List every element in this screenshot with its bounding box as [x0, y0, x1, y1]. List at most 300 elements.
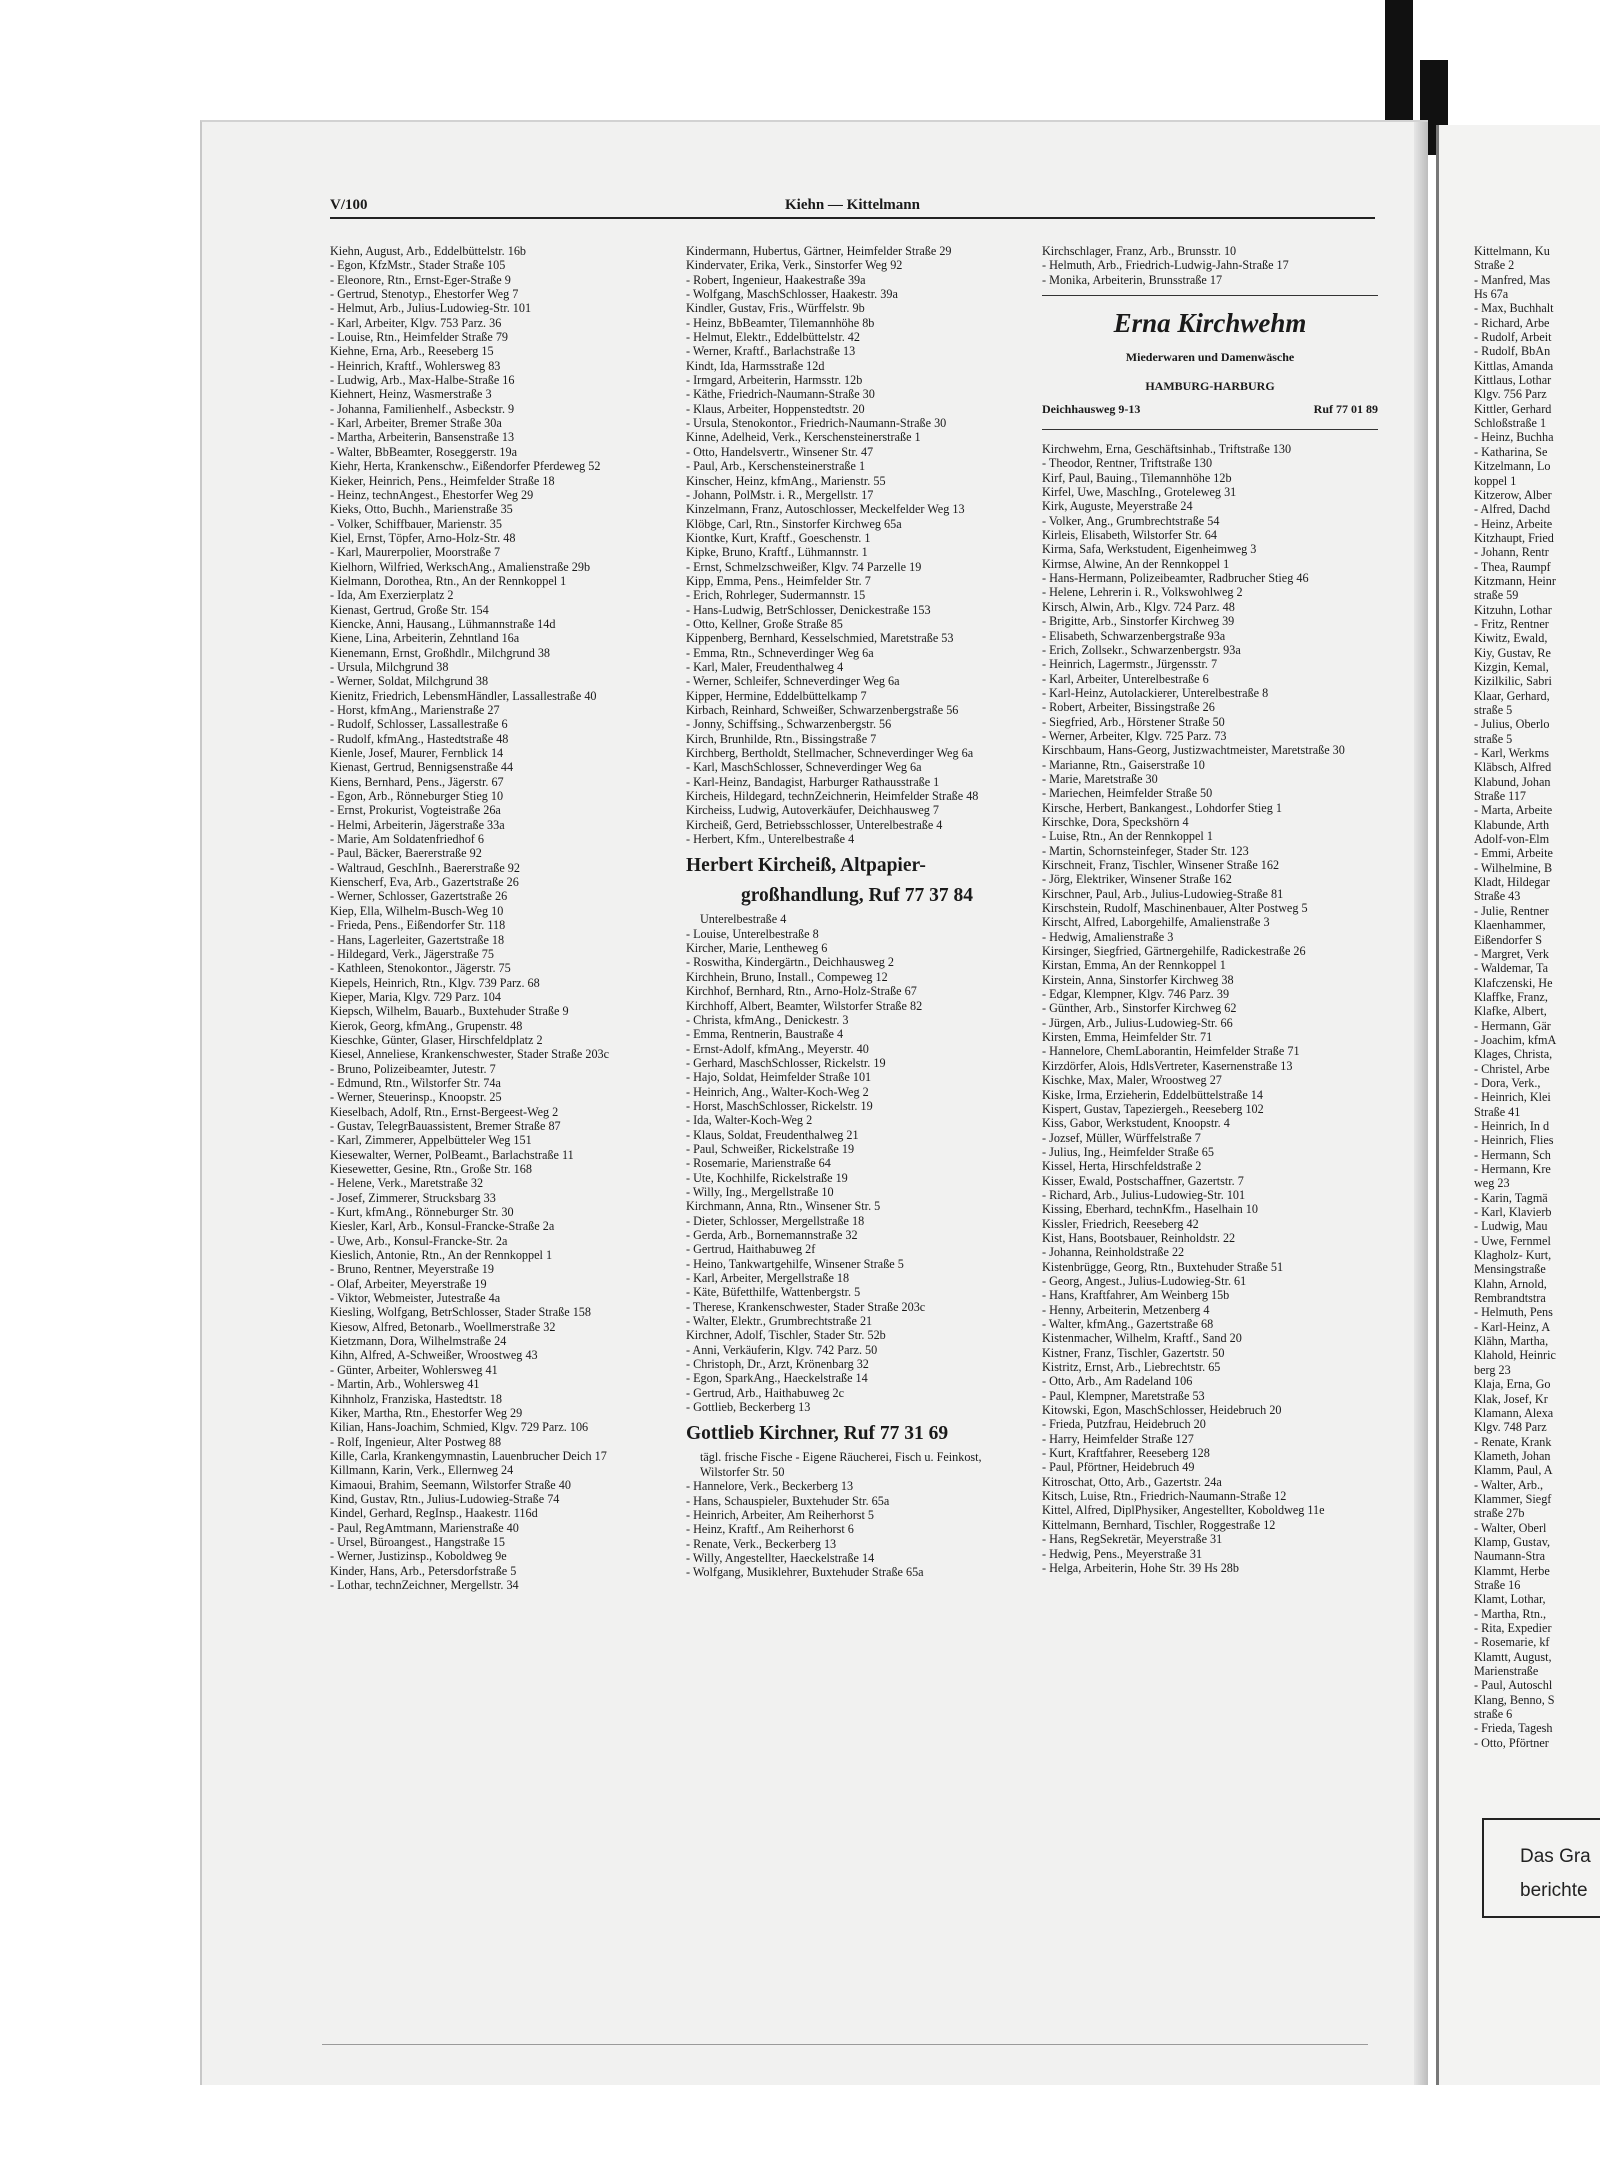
- directory-entry: Kinne, Adelheid, Verk., Kerschensteinerstraße 1: [686, 430, 921, 445]
- directory-entry: - Hajo, Soldat, Heimfelder Straße 101: [686, 1070, 872, 1085]
- advert-box-line1: Das Gra: [1520, 1846, 1591, 1867]
- advert-kircheiss-line2: großhandlung, Ruf 77 37 84: [740, 885, 974, 907]
- directory-entry: Kindel, Gerhard, RegInsp., Haakestr. 116d: [330, 1506, 538, 1521]
- directory-entry: Kieslich, Antonie, Rtn., An der Rennkoppel 1: [330, 1248, 553, 1263]
- directory-entry: - Louise, Rtn., Heimfelder Straße 79: [330, 330, 509, 345]
- directory-entry: - Waldemar, Ta: [1474, 961, 1549, 976]
- directory-entry: - Karl-Heinz, A: [1474, 1319, 1551, 1334]
- directory-entry: Kirschstein, Rudolf, Maschinenbauer, Alter Postweg 5: [1042, 901, 1308, 916]
- directory-entry: Kistner, Franz, Tischler, Gazertstr. 50: [1042, 1345, 1225, 1360]
- directory-entry: Kinder, Hans, Arb., Petersdorfstraße 5: [330, 1563, 517, 1578]
- directory-entry: Klabunde, Arth: [1474, 817, 1550, 832]
- directory-entry: - Walter, kfmAng., Gazertstraße 68: [1042, 1317, 1214, 1331]
- directory-entry: - Gerhard, MaschSchlosser, Rickelstr. 19: [686, 1055, 886, 1070]
- directory-entry: Klöbge, Carl, Rtn., Sinstorfer Kirchweg 65a: [686, 516, 902, 531]
- directory-entry: - Thea, Raumpf: [1474, 559, 1551, 574]
- directory-entry: Kieks, Otto, Buchh., Marienstraße 35: [330, 502, 513, 517]
- directory-entry: - Gertrud, Stenotyp., Ehestorfer Weg 7: [330, 287, 519, 302]
- directory-entry: - Edmund, Rtn., Wilstorfer Str. 74a: [330, 1075, 501, 1090]
- directory-entry: - Karl, Arbeiter, Klgv. 753 Parz. 36: [330, 315, 502, 330]
- directory-entry: - Helmut, Elektr., Eddelbüttelstr. 42: [686, 330, 860, 345]
- directory-entry: - Günter, Arbeiter, Wohlersweg 41: [330, 1362, 498, 1377]
- directory-entry: Kircheiß, Gerd, Betriebsschlosser, Unterelbestraße 4: [686, 817, 943, 832]
- directory-entry: - Karl, Maurerpolier, Moorstraße 7: [330, 545, 501, 560]
- directory-entry: - Lothar, technZeichner, Mergellstr. 34: [330, 1577, 519, 1592]
- directory-entry: Klameth, Johan: [1474, 1448, 1551, 1463]
- directory-entry: Killmann, Karin, Verk., Ellernweg 24: [330, 1463, 514, 1478]
- directory-entry: Kiske, Irma, Erzieherin, Eddelbüttelstraße 14: [1042, 1087, 1263, 1102]
- directory-entry: Kirchner, Adolf, Tischler, Stader Str. 52b: [686, 1328, 886, 1343]
- directory-entry: Kiencke, Anni, Hausang., Lühmannstraße 14d: [330, 616, 556, 631]
- directory-entry: - Wolfgang, MaschSchlosser, Haakestr. 39a: [686, 287, 898, 302]
- directory-entry: Kittelmann, Ku: [1474, 244, 1550, 258]
- directory-entry: - Hedwig, Amalienstraße 3: [1042, 929, 1174, 944]
- directory-entry: - Dora, Verk.,: [1474, 1075, 1541, 1090]
- directory-entry: straße 6: [1474, 1707, 1513, 1722]
- directory-entry: - Heinz, BbBeamter, Tilemannhöhe 8b: [686, 315, 875, 330]
- directory-entry: Kisser, Ewald, Postschaffner, Gazertstr. 7: [1042, 1173, 1244, 1188]
- directory-entry: Kladt, Hildegar: [1474, 875, 1550, 890]
- directory-entry: Kiesewetter, Gesine, Rtn., Große Str. 168: [330, 1162, 532, 1176]
- directory-entry: - Egon, KfzMstr., Stader Straße 105: [330, 258, 506, 273]
- directory-entry: - Wilhelmine, B: [1474, 860, 1553, 875]
- directory-entry: Kitsch, Luise, Rtn., Friedrich-Naumann-Straße 12: [1042, 1489, 1287, 1504]
- directory-entry: - Otto, Handelsvertr., Winsener Str. 47: [686, 444, 874, 459]
- directory-entry: Kirchwehm, Erna, Geschäftsinhab., Triftstraße 130: [1042, 442, 1292, 457]
- directory-entry: - Heinz, Arbeite: [1474, 516, 1553, 531]
- directory-entry: Kirschner, Paul, Arb., Julius-Ludowieg-Straße 81: [1042, 886, 1284, 901]
- directory-entry: - Ludwig, Mau: [1474, 1219, 1548, 1234]
- directory-entry: - Horst, kfmAng., Marienstraße 27: [330, 703, 500, 717]
- directory-entry: - Ute, Kochhilfe, Rickelstraße 19: [686, 1170, 848, 1185]
- directory-entry: - Kathleen, Stenokontor., Jägerstr. 75: [330, 961, 511, 976]
- directory-entry: straße 5: [1474, 703, 1513, 717]
- directory-entry: Kille, Carla, Krankengymnastin, Lauenbrucher Deich 17: [330, 1448, 607, 1463]
- directory-entry: - Christel, Arbe: [1474, 1061, 1550, 1076]
- directory-entry: Klang, Benno, S: [1474, 1692, 1555, 1707]
- directory-entry: Kirch, Brunhilde, Rtn., Bissingstraße 7: [686, 731, 877, 746]
- directory-entry: - Paul, Arb., Kerschensteinerstraße 1: [686, 459, 866, 474]
- directory-entry: - Käthe, Friedrich-Naumann-Straße 30: [686, 387, 875, 402]
- directory-entry: Straße 43: [1474, 889, 1521, 904]
- directory-entry: - Willy, Ing., Mergellstraße 10: [686, 1184, 834, 1199]
- directory-entry: - Joachim, kfmA: [1474, 1032, 1557, 1047]
- directory-entry: Kirf, Paul, Bauing., Tilemannhöhe 12b: [1042, 470, 1232, 485]
- directory-entry: - Robert, Ingenieur, Haakestraße 39a: [686, 272, 866, 287]
- directory-entry: Kissler, Friedrich, Reeseberg 42: [1042, 1216, 1199, 1231]
- directory-entry: Kittlas, Amanda: [1474, 358, 1554, 373]
- directory-entry: Kimaoui, Brahim, Seemann, Wilstorfer Straße 40: [330, 1477, 571, 1492]
- directory-column-4-cropped: [1474, 244, 1600, 1924]
- directory-entry: - Christa, kfmAng., Denickestr. 3: [686, 1012, 849, 1027]
- directory-entry: - Hermann, Sch: [1474, 1147, 1551, 1162]
- directory-entry: - Gertrud, Arb., Haithabuweg 2c: [686, 1385, 845, 1400]
- directory-entry: - Heinrich, Arbeiter, Am Reiherhorst 5: [686, 1507, 875, 1522]
- directory-entry: Kirsinger, Siegfried, Gärtnergehilfe, Radickestraße 26: [1042, 944, 1306, 959]
- directory-entry: Kizgin, Kemal,: [1474, 659, 1549, 674]
- directory-entry: - Karl, Klavierb: [1474, 1205, 1552, 1220]
- directory-entry: - Ernst, Prokurist, Vogteistraße 26a: [330, 803, 501, 818]
- directory-entry: - Irmgard, Arbeiterin, Harmsstr. 12b: [686, 373, 863, 388]
- directory-entry: Kittel, Alfred, DiplPhysiker, Angestellter, Koboldweg 11e: [1042, 1503, 1325, 1518]
- directory-entry: Kircheiss, Ludwig, Autoverkäufer, Deichhausweg 7: [686, 803, 940, 818]
- directory-entry: - Viktor, Webmeister, Jutestraße 4a: [330, 1291, 501, 1306]
- directory-entry: weg 23: [1474, 1176, 1510, 1191]
- directory-entry: Kirsten, Emma, Heimfelder Str. 71: [1042, 1030, 1213, 1045]
- directory-entry: Kindervater, Erika, Verk., Sinstorfer Weg 92: [686, 258, 903, 273]
- directory-entry: - Paul, Autoschl: [1474, 1678, 1553, 1693]
- directory-entry: Kispert, Gustav, Tapeziergeh., Reeseberg 102: [1042, 1101, 1264, 1116]
- directory-entry: - Rudolf, BbAn: [1474, 344, 1551, 359]
- directory-entry: - Walter, Elektr., Grumbrechtstraße 21: [686, 1314, 873, 1329]
- directory-entry: - Egon, SparkAng., Haeckelstraße 14: [686, 1371, 868, 1386]
- directory-entry: - Ludwig, Arb., Max-Halbe-Straße 16: [330, 373, 515, 388]
- directory-entry: Kirfel, Uwe, MaschIng., Groteleweg 31: [1042, 485, 1237, 500]
- directory-entry: - Emmi, Arbeite: [1474, 846, 1553, 861]
- directory-entry: - Rosemarie, kf: [1474, 1635, 1550, 1650]
- directory-entry: - Helmuth, Pens: [1474, 1305, 1553, 1320]
- directory-entry: Kinzelmann, Franz, Autoschlosser, Meckelfelder Weg 13: [686, 502, 965, 517]
- directory-entry: - Ursula, Milchgrund 38: [330, 659, 449, 674]
- directory-entry: Kirchschlager, Franz, Arb., Brunsstr. 10: [1042, 244, 1237, 258]
- page-number: V/100: [330, 197, 368, 213]
- directory-entry: Kienast, Gertrud, Bennigsenstraße 44: [330, 760, 514, 775]
- directory-entry: Kiens, Bernhard, Pens., Jägerstr. 67: [330, 774, 504, 789]
- directory-entry: - Helene, Verk., Maretstraße 32: [330, 1176, 484, 1191]
- directory-entry: - Rudolf, Schlosser, Lassallestraße 6: [330, 717, 508, 732]
- directory-entry: Kirschbaum, Hans-Georg, Justizwachtmeister, Maretstraße 30: [1042, 743, 1345, 758]
- directory-entry: - Helmi, Arbeiterin, Jägerstraße 33a: [330, 817, 505, 832]
- directory-entry: Kieselbach, Adolf, Rtn., Ernst-Bergeest-Weg 2: [330, 1104, 559, 1119]
- directory-entry: straße 59: [1474, 588, 1519, 603]
- directory-entry: - Emma, Rtn., Schneverdinger Weg 6a: [686, 645, 874, 660]
- directory-entry: Kirschneit, Franz, Tischler, Winsener Straße 162: [1042, 858, 1280, 872]
- directory-entry: - Julie, Rentner: [1474, 903, 1549, 918]
- directory-entry: Klammer, Siegf: [1474, 1491, 1552, 1506]
- directory-entry: Kirmse, Alwine, An der Rennkoppel 1: [1042, 556, 1230, 571]
- directory-entry: - Walter, Oberl: [1474, 1520, 1547, 1535]
- directory-entry: Schloßstraße 1: [1474, 416, 1547, 431]
- directory-entry: Straße 41: [1474, 1104, 1521, 1119]
- directory-entry: Kist, Hans, Bootsbauer, Reinholdstr. 22: [1042, 1230, 1236, 1245]
- directory-entry: - Karin, Tagmä: [1474, 1190, 1548, 1205]
- directory-entry: - Ursula, Stenokontor., Friedrich-Naumann-Straße 30: [686, 416, 947, 431]
- directory-entry: - Werner, Soldat, Milchgrund 38: [330, 674, 489, 689]
- directory-entry: - Werner, Justizinsp., Koboldweg 9e: [330, 1549, 507, 1564]
- directory-entry: - Georg, Angest., Julius-Ludowieg-Str. 61: [1042, 1273, 1247, 1288]
- directory-entry: Kipper, Hermine, Eddelbüttelkamp 7: [686, 688, 867, 703]
- advert-kircheiss-line1: Herbert Kircheiß, Altpapier-: [686, 855, 926, 877]
- directory-entry: Kihnholz, Franziska, Hastedtstr. 18: [330, 1391, 502, 1406]
- directory-entry: - Josef, Zimmerer, Strucksbarg 33: [330, 1190, 496, 1205]
- directory-entry: - Alfred, Dachd: [1474, 502, 1551, 517]
- directory-entry: Kipke, Bruno, Kraftf., Lühmannstr. 1: [686, 545, 868, 560]
- advert-street: Deichhausweg 9-13: [1042, 402, 1141, 417]
- directory-entry: - Helene, Lehrerin i. R., Volkswohlweg 2: [1042, 585, 1243, 600]
- directory-entry: - Werner, Schleifer, Schneverdinger Weg 6a: [686, 674, 900, 689]
- directory-entry: Kiontke, Kurt, Kraftf., Goeschenstr. 1: [686, 530, 871, 545]
- directory-entry: - Ursel, Büroangest., Hangstraße 15: [330, 1534, 505, 1549]
- directory-entry: Kirleis, Elisabeth, Wilstorfer Str. 64: [1042, 528, 1217, 543]
- directory-entry: Kipp, Emma, Pens., Heimfelder Str. 7: [686, 573, 871, 588]
- directory-entry: - Klaus, Soldat, Freudenthalweg 21: [686, 1127, 859, 1142]
- directory-entry: Kiene, Lina, Arbeiterin, Zehntland 16a: [330, 631, 520, 646]
- directory-entry: Klahold, Heinric: [1474, 1348, 1556, 1363]
- directory-entry: - Otto, Kellner, Große Straße 85: [686, 616, 843, 631]
- directory-entry: - Hans, Lagerleiter, Gazertstraße 18: [330, 932, 505, 947]
- advert-box-line2: berichte: [1520, 1880, 1588, 1901]
- directory-entry: - Karl, Maler, Freudenthalweg 4: [686, 659, 844, 674]
- directory-entry: Kistritz, Ernst, Arb., Liebrechtstr. 65: [1042, 1360, 1221, 1375]
- directory-entry: Kiesel, Anneliese, Krankenschwester, Stader Straße 203c: [330, 1047, 610, 1062]
- directory-entry: Klafczenski, He: [1474, 975, 1553, 990]
- directory-entry: - Siegfried, Arb., Hörstener Straße 50: [1042, 714, 1225, 729]
- directory-entry: Kindermann, Hubertus, Gärtner, Heimfelder Straße 29: [686, 244, 952, 258]
- directory-entry: - Werner, Arbeiter, Klgv. 725 Parz. 73: [1042, 728, 1227, 743]
- directory-entry: Klahn, Arnold,: [1474, 1276, 1547, 1291]
- directory-entry: - Helmuth, Arb., Friedrich-Ludwig-Jahn-Straße 17: [1042, 258, 1289, 273]
- directory-entry: - Kurt, Kraftfahrer, Reeseberg 128: [1042, 1446, 1210, 1461]
- directory-entry: - Walter, BbBeamter, Roseggerstr. 19a: [330, 444, 518, 459]
- directory-entry: - Hans-Ludwig, BetrSchlosser, Denickestraße 153: [686, 602, 931, 617]
- running-title: Kiehn — Kittelmann: [784, 197, 920, 213]
- directory-entry: straße 27b: [1474, 1506, 1525, 1521]
- directory-entry: - Rita, Expedier: [1474, 1621, 1552, 1635]
- directory-entry: - Paul, Bäcker, Baererstraße 92: [330, 846, 482, 861]
- directory-entry: - Gertrud, Haithabuweg 2f: [686, 1242, 816, 1257]
- directory-entry: - Heinz, Kraftf., Am Reiherhorst 6: [686, 1522, 854, 1537]
- advert-kirchner-text: tägl. frische Fische - Eigene Räucherei, Fisch u. Feinkost, Wilstorfer Str. 50: [700, 1450, 982, 1479]
- directory-entry: Kittelmann, Bernhard, Tischler, Roggestraße 12: [1042, 1517, 1276, 1532]
- directory-entry: Klamt, Lothar,: [1474, 1592, 1546, 1607]
- directory-entry: - Hans-Hermann, Polizeibeamter, Radbrucher Stieg 46: [1042, 571, 1309, 586]
- directory-entry: - Christoph, Dr., Arzt, Krönenbarg 32: [686, 1357, 869, 1372]
- directory-entry: Kiehnert, Heinz, Wasmerstraße 3: [330, 387, 492, 402]
- directory-entry: - Gottlieb, Beckerberg 13: [686, 1400, 811, 1415]
- directory-entry: Kiss, Gabor, Werkstudent, Knoopstr. 4: [1042, 1116, 1230, 1131]
- directory-entry: Kläbsch, Alfred: [1474, 760, 1552, 775]
- directory-entry: - Hermann, Kre: [1474, 1162, 1551, 1176]
- directory-entry: Straße 16: [1474, 1577, 1521, 1592]
- directory-entry: - Katharina, Se: [1474, 444, 1548, 459]
- directory-entry: Kippenberg, Bernhard, Kesselschmied, Maretstraße 53: [686, 631, 954, 646]
- directory-entry: Kissing, Eberhard, technKfm., Haselhain 10: [1042, 1202, 1258, 1217]
- directory-entry: Kirchberg, Bertholdt, Stellmacher, Schneverdinger Weg 6a: [686, 746, 974, 761]
- directory-entry: Kiepsch, Wilhelm, Bauarb., Buxtehuder Straße 9: [330, 1004, 569, 1019]
- directory-entry: - Bruno, Polizeibeamter, Jutestr. 7: [330, 1061, 496, 1076]
- directory-entry: - Willy, Angestellter, Haeckelstraße 14: [686, 1550, 875, 1565]
- directory-entry: Klaenhammer,: [1474, 918, 1546, 933]
- directory-entry: - Heinz, technAngest., Ehestorfer Weg 29: [330, 487, 534, 502]
- directory-entry: - Margret, Verk: [1474, 946, 1550, 961]
- directory-entry: - Roswitha, Kindergärtn., Deichhausweg 2: [686, 955, 894, 970]
- advert-box-cropped: [1482, 1818, 1600, 1918]
- directory-entry: - Heinrich, In d: [1474, 1118, 1550, 1133]
- directory-entry: - Marie, Am Soldatenfriedhof 6: [330, 832, 484, 847]
- directory-entry: Klamtt, August,: [1474, 1649, 1552, 1664]
- directory-entry: Kirbach, Reinhard, Schweißer, Schwarzenbergstraße 56: [686, 703, 959, 717]
- advert-kircheiss-address: Unterelbestraße 4: [700, 912, 787, 927]
- directory-entry: Kiy, Gustav, Re: [1474, 645, 1551, 660]
- directory-entry: Naumann-Stra: [1474, 1549, 1546, 1564]
- directory-entry: - Karl, Werkms: [1474, 746, 1549, 761]
- directory-entry: Kistenmacher, Wilhelm, Kraftf., Sand 20: [1042, 1331, 1242, 1346]
- directory-entry: - Karl-Heinz, Bandagist, Harburger Rathausstraße 1: [686, 774, 940, 789]
- directory-entry: Kirchmann, Anna, Rtn., Winsener Str. 5: [686, 1199, 881, 1214]
- header-rule: [330, 217, 1375, 219]
- directory-entry: - Werner, Steuerinsp., Knoopstr. 25: [330, 1090, 502, 1105]
- directory-entry: - Helmut, Arb., Julius-Ludowieg-Str. 101: [330, 301, 532, 316]
- directory-entry: Klaja, Erna, Go: [1474, 1377, 1551, 1392]
- advert-phone: Ruf 77 01 89: [1313, 402, 1378, 417]
- directory-entry: - Rosemarie, Marienstraße 64: [686, 1156, 831, 1171]
- directory-entry: - Gustav, TelegrBauassistent, Bremer Straße 87: [330, 1118, 561, 1133]
- directory-entry: Kierok, Georg, kfmAng., Grupenstr. 48: [330, 1018, 523, 1033]
- directory-entry: Klaffke, Franz,: [1474, 989, 1548, 1004]
- directory-entry: Straße 117: [1474, 789, 1527, 804]
- directory-entry: Kirsche, Herbert, Bankangest., Lohdorfer Stieg 1: [1042, 800, 1282, 815]
- directory-entry: Kiehr, Herta, Krankenschw., Eißendorfer Pferdeweg 52: [330, 459, 601, 474]
- directory-entry: Eißendorfer S: [1474, 932, 1543, 947]
- directory-entry: - Heinz, Buchha: [1474, 430, 1554, 445]
- directory-entry: - Ernst-Adolf, kfmAng., Meyerstr. 40: [686, 1041, 869, 1056]
- directory-entry: Rembrandtstra: [1474, 1291, 1546, 1306]
- directory-entry: Kirsch, Alwin, Arb., Klgv. 724 Parz. 48: [1042, 599, 1235, 614]
- directory-entry: - Karl, Arbeiter, Bremer Straße 30a: [330, 416, 502, 431]
- directory-entry: - Robert, Arbeiter, Bissingstraße 26: [1042, 700, 1215, 715]
- directory-entry: - Herbert, Kfm., Unterelbestraße 4: [686, 832, 855, 847]
- directory-entry: - Jonny, Schiffsing., Schwarzenbergstr. 56: [686, 717, 892, 732]
- directory-entry: - Marie, Maretstraße 30: [1042, 771, 1158, 786]
- directory-entry: Klagholz- Kurt,: [1474, 1248, 1552, 1263]
- directory-entry: - Werner, Schlosser, Gazertstraße 26: [330, 889, 508, 904]
- directory-entry: - Renate, Verk., Beckerberg 13: [686, 1536, 837, 1551]
- directory-entry: Kirk, Auguste, Meyerstraße 24: [1042, 499, 1193, 514]
- directory-entry: - Helga, Arbeiterin, Hohe Str. 39 Hs 28b: [1042, 1560, 1239, 1575]
- directory-entry: Kielhorn, Wilfried, WerkschAng., Amalienstraße 29b: [330, 559, 591, 574]
- directory-entry: Kischke, Max, Maler, Wroostweg 27: [1042, 1073, 1222, 1088]
- directory-entry: - Klaus, Arbeiter, Hoppenstedtstr. 20: [686, 401, 865, 416]
- directory-entry: - Paul, Pförtner, Heidebruch 49: [1042, 1460, 1195, 1475]
- directory-entry: - Martha, Arbeiterin, Bansenstraße 13: [330, 430, 515, 445]
- directory-entry: Kiehne, Erna, Arb., Reeseberg 15: [330, 344, 494, 359]
- directory-entry: - Hedwig, Pens., Meyerstraße 31: [1042, 1546, 1203, 1561]
- directory-entry: Kitzuhn, Lothar: [1474, 602, 1552, 617]
- directory-entry: - Julius, Oberlo: [1474, 717, 1550, 732]
- directory-entry: - Heino, Tankwartgehilfe, Winsener Straße 5: [686, 1256, 904, 1271]
- directory-column-3: [1042, 244, 1378, 1944]
- directory-entry: - Paul, Klempner, Maretstraße 53: [1042, 1388, 1205, 1403]
- directory-entry: - Horst, MaschSchlosser, Rickelstr. 19: [686, 1098, 873, 1113]
- directory-entry: - Karl, MaschSchlosser, Schneverdinger Weg 6a: [686, 760, 922, 775]
- advert-name: Erna Kirchwehm: [1113, 308, 1307, 339]
- directory-entry: Klähn, Martha,: [1474, 1334, 1549, 1349]
- directory-entry: Straße 2: [1474, 258, 1515, 273]
- directory-entry: Kienitz, Friedrich, LebensmHändler, Lassallestraße 40: [330, 688, 597, 703]
- directory-entry: Mensingstraße: [1474, 1262, 1546, 1277]
- directory-entry: Kiel, Ernst, Töpfer, Arno-Holz-Str. 48: [330, 530, 516, 545]
- directory-entry: - Julius, Ing., Heimfelder Straße 65: [1042, 1144, 1214, 1159]
- directory-entry: Klages, Christa,: [1474, 1047, 1553, 1062]
- directory-entry: - Wolfgang, Musiklehrer, Buxtehuder Straße 65a: [686, 1565, 924, 1580]
- directory-entry: Kitzelmann, Lo: [1474, 459, 1551, 474]
- directory-entry: Kircher, Marie, Lentheweg 6: [686, 941, 828, 956]
- directory-entry: - Frieda, Tagesh: [1474, 1721, 1553, 1736]
- advert-kirchwehm: [1042, 295, 1378, 430]
- directory-entry: - Theodor, Rentner, Triftstraße 130: [1042, 456, 1213, 471]
- directory-entry: Klamm, Paul, A: [1474, 1463, 1553, 1478]
- directory-entry: Kilian, Hans-Joachim, Schmied, Klgv. 729 Parz. 106: [330, 1420, 589, 1435]
- directory-entry: - Karl, Arbeiter, Unterelbestraße 6: [1042, 671, 1209, 686]
- directory-entry: Kirma, Safa, Werkstudent, Eigenheimweg 3: [1042, 542, 1257, 557]
- directory-entry: - Harry, Heimfelder Straße 127: [1042, 1431, 1194, 1446]
- directory-entry: Kitowski, Egon, MaschSchlosser, Heidebruch 20: [1042, 1403, 1282, 1418]
- directory-entry: - Uwe, Arb., Konsul-Francke-Str. 2a: [330, 1233, 508, 1248]
- directory-entry: Kiesler, Karl, Arb., Konsul-Francke-Straße 2a: [330, 1219, 555, 1234]
- directory-entry: Kienemann, Ernst, Großhdlr., Milchgrund 38: [330, 645, 551, 660]
- directory-entry: - Erich, Zollsekr., Schwarzenbergstr. 93a: [1042, 642, 1241, 657]
- directory-entry: Klamp, Gustav,: [1474, 1534, 1551, 1549]
- directory-entry: Kieper, Maria, Klgv. 729 Parz. 104: [330, 989, 501, 1004]
- directory-entry: - Volker, Schiffbauer, Marienstr. 35: [330, 516, 502, 531]
- page-foot-rule: [322, 2044, 1368, 2045]
- directory-entry: - Jörg, Elektriker, Winsener Straße 162: [1042, 872, 1232, 887]
- directory-entry: - Johann, PolMstr. i. R., Mergellstr. 17: [686, 487, 874, 502]
- directory-entry: - Volker, Ang., Grumbrechtstraße 54: [1042, 513, 1220, 528]
- directory-entry: Kitzerow, Alber: [1474, 487, 1552, 502]
- page-header: [330, 197, 1375, 217]
- directory-entry: berg 23: [1474, 1362, 1511, 1377]
- directory-entry: - Rolf, Ingenieur, Alter Postweg 88: [330, 1434, 502, 1449]
- directory-entry: - Emma, Rentnerin, Baustraße 4: [686, 1027, 844, 1042]
- directory-entry: Kittler, Gerhard: [1474, 401, 1552, 416]
- directory-entry: - Egon, Arb., Rönneburger Stieg 10: [330, 789, 504, 804]
- directory-entry: Kiesow, Alfred, Betonarb., Woellmerstraße 32: [330, 1319, 556, 1334]
- directory-entry: - Frieda, Pens., Eißendorfer Str. 118: [330, 918, 506, 933]
- directory-entry: - Hans, Kraftfahrer, Am Weinberg 15b: [1042, 1288, 1230, 1303]
- directory-entry: - Anni, Verkäuferin, Klgv. 742 Parz. 50: [686, 1342, 878, 1357]
- directory-entry: - Rudolf, kfmAng., Hastedtstraße 48: [330, 731, 509, 746]
- directory-entry: Kittlaus, Lothar: [1474, 373, 1552, 388]
- directory-entry: - Paul, RegAmtmann, Marienstraße 40: [330, 1520, 519, 1535]
- directory-entry: - Olaf, Arbeiter, Meyerstraße 19: [330, 1276, 487, 1291]
- directory-column-2: [686, 244, 1028, 1944]
- directory-entry: Kinscher, Heinz, kfmAng., Marienstr. 55: [686, 473, 886, 488]
- directory-entry: Kizilkilic, Sabri: [1474, 674, 1552, 689]
- directory-entry: Kindler, Gustav, Fris., Würffelstr. 9b: [686, 301, 865, 316]
- directory-entry: Kirchhoff, Albert, Beamter, Wilstorfer Straße 82: [686, 998, 923, 1013]
- directory-entry: - Max, Buchhalt: [1474, 301, 1554, 316]
- directory-entry: - Heinrich, Kraftf., Wohlersweg 83: [330, 358, 501, 373]
- directory-entry: Klabund, Johan: [1474, 774, 1551, 789]
- directory-entry: - Heinrich, Klei: [1474, 1090, 1551, 1105]
- directory-entry: Kistenbrügge, Georg, Rtn., Buxtehuder Straße 51: [1042, 1259, 1284, 1274]
- directory-entry: - Marianne, Rtn., Gaiserstraße 10: [1042, 757, 1205, 772]
- directory-entry: Kiep, Ella, Wilhelm-Busch-Weg 10: [330, 903, 504, 918]
- directory-entry: - Paul, Schweißer, Rickelstraße 19: [686, 1141, 855, 1156]
- directory-entry: - Otto, Pförtner: [1474, 1735, 1549, 1750]
- directory-entry: Klgv. 756 Parz: [1474, 387, 1547, 402]
- directory-entry: - Dieter, Schlosser, Mergellstraße 18: [686, 1213, 865, 1228]
- directory-entry: Kiwitz, Ewald,: [1474, 631, 1548, 646]
- directory-entry: - Karl, Arbeiter, Mergellstraße 18: [686, 1271, 850, 1286]
- directory-entry: - Jozsef, Müller, Würffelstraße 7: [1042, 1130, 1201, 1145]
- directory-entry: Klamann, Alexa: [1474, 1405, 1554, 1420]
- directory-entry: Kiesling, Wolfgang, BetrSchlosser, Stader Straße 158: [330, 1305, 591, 1320]
- advert-contact-row: [1042, 402, 1378, 417]
- directory-entry: - Mariechen, Heimfelder Straße 50: [1042, 786, 1213, 801]
- directory-entry: Kirstan, Emma, An der Rennkoppel 1: [1042, 958, 1226, 973]
